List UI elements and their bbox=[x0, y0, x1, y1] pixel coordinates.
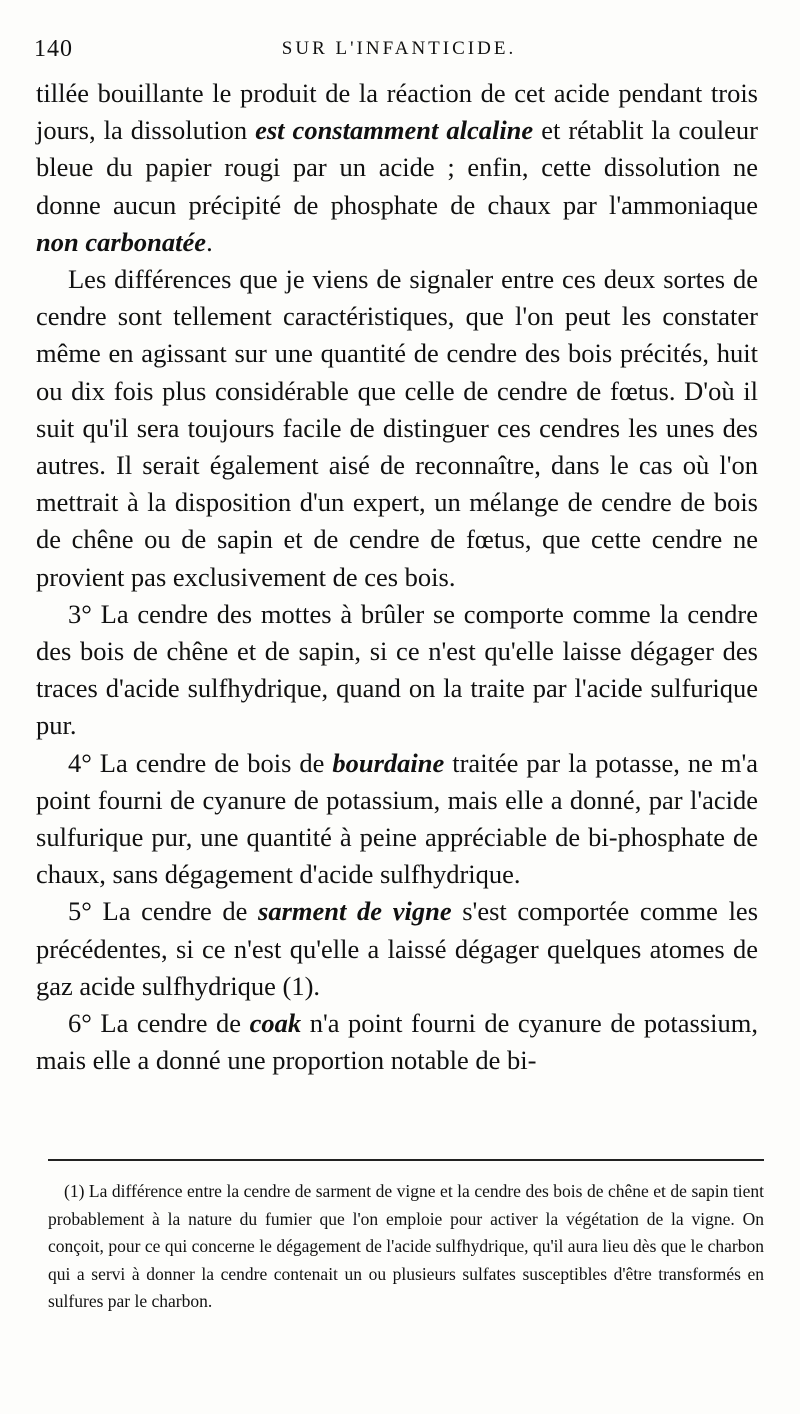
footnote-divider bbox=[48, 1159, 764, 1161]
paragraph-2: Les différences que je viens de signaler entre ces deux sortes de cendre sont tellement caractéristiques, que l'on peut les constater même en agissant sur une quantité de cendre des bois précités, huit ou dix fois plus considérable que celle de cendre de fœtus. D'où il suit qu'il sera toujours facile de distinguer ces cendres les unes des autres. Il serait également aisé de reconnaître, dans le cas où l'on mettrait à la disposition d'un expert, un mélange de cendre de bois de chêne ou de sapin et de cendre de fœtus, que cette cendre ne provient pas exclusivement de ces bois. bbox=[36, 264, 758, 592]
paragraph-4-text-1: 4° La cendre de bois de bbox=[68, 747, 333, 778]
footnote-text: (1) La différence entre la cendre de sarment de vigne et la cendre des bois de chêne et de sapin tient probablement à la nature du fumier que l'on emploie pour activer la végétation de la vigne. On conçoit, pour ce qui concerne le dégagement de l'acide sulfhydrique, qu'il aura lieu dès que le charbon qui a servi à donner la cendre contenait un ou plusieurs sulfates susceptibles d'être transformés en sulfures par le charbon. bbox=[48, 1181, 764, 1311]
paragraph-5 bbox=[36, 893, 758, 1005]
paragraph-1 bbox=[36, 75, 758, 261]
paragraph-1-italic-1: est constamment alcaline bbox=[255, 115, 534, 146]
paragraph-3: 3° La cendre des mottes à brûler se comporte comme la cendre des bois de chêne et de sapin, si ce n'est qu'elle laisse dégager des traces d'acide sulfhydrique, quand on la traite par l'acide sulfurique pur. bbox=[36, 598, 758, 741]
page-header bbox=[34, 36, 764, 66]
running-head: SUR L'INFANTICIDE. bbox=[281, 38, 517, 59]
page-number: 140 bbox=[34, 36, 73, 62]
paragraph-4-text-2: traitée par la potasse, ne m'a point fourni de cyanure de potassium, mais elle a donné, par l'acide sulfurique pur, une quantité à peine appréciable de bi-phosphate de chaux, sans dégagement d'acide sulfhydrique. bbox=[36, 747, 758, 890]
paragraph-6-text-1: 6° La cendre de bbox=[68, 1008, 250, 1039]
paragraph-1-text-3: . bbox=[206, 226, 213, 257]
paragraph-6 bbox=[36, 1005, 758, 1079]
paragraph-5-italic-1: sarment de vigne bbox=[258, 896, 452, 927]
paragraph-6-text-2: n'a point fourni de cyanure de potassium, mais elle a donné une proportion notable de bi- bbox=[36, 1008, 758, 1076]
footnote bbox=[48, 1178, 764, 1316]
paragraph-5-text-2: s'est comportée comme les précédentes, si ce n'est qu'elle a laissé dégager quelques atomes de gaz acide sulfhydrique (1). bbox=[36, 896, 759, 1001]
paragraph-4-italic-1: bourdaine bbox=[332, 747, 445, 778]
paragraph-1-text-2: et rétablit la couleur bleue du papier rougi par un acide ; enfin, cette dissolution ne donne aucun précipité de phosphate de chaux par l'ammoniaque bbox=[36, 115, 758, 220]
paragraph-1-text-1: tillée bouillante le produit de la réaction de cet acide pendant trois jours, la dissolution bbox=[36, 78, 758, 146]
body-text bbox=[36, 75, 758, 1079]
paragraph-5-text-1: 5° La cendre de bbox=[68, 896, 259, 927]
paragraph-6-italic-1: coak bbox=[249, 1008, 302, 1039]
paragraph-1-italic-2: non carbonatée bbox=[36, 226, 207, 257]
paragraph-4 bbox=[36, 745, 758, 894]
